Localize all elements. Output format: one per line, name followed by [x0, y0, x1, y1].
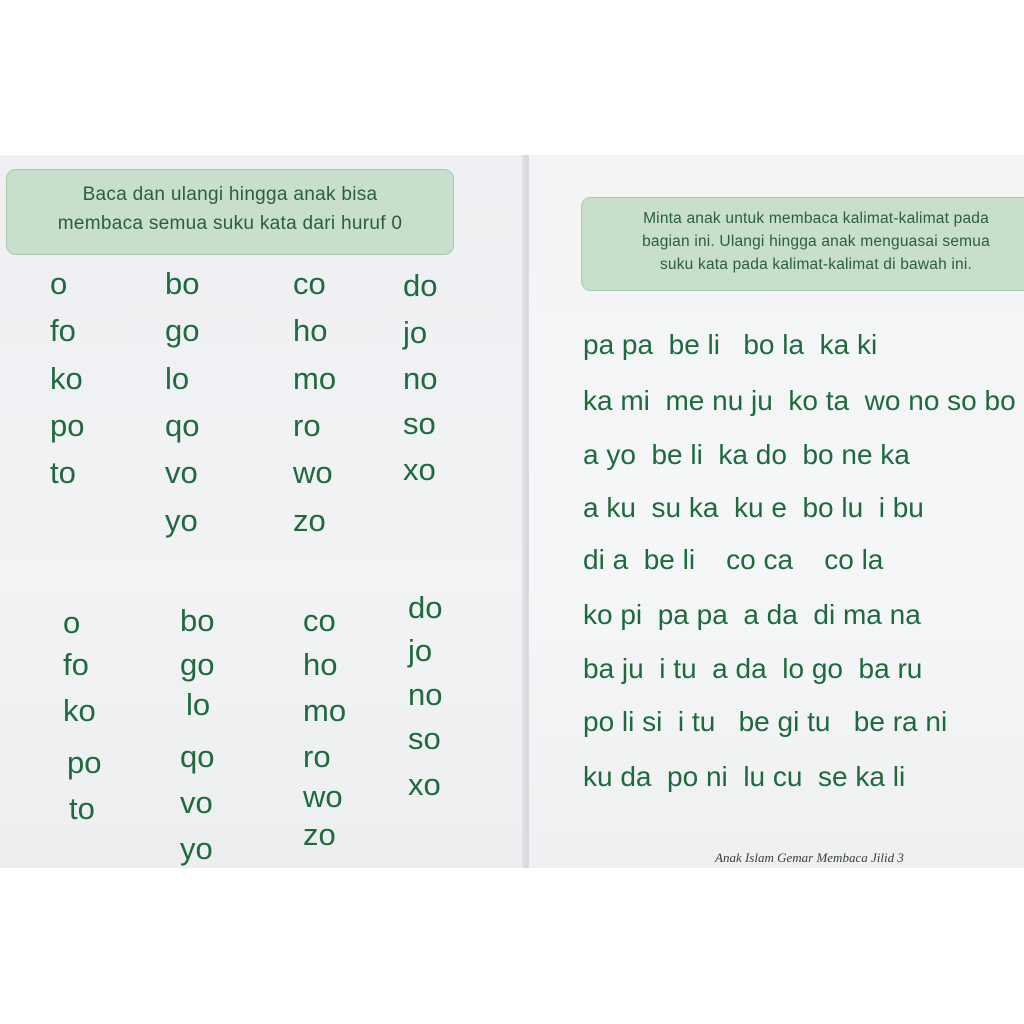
right-instruction-line-2: bagian ini. Ulangi hingga anak menguasai semua — [642, 233, 990, 250]
syllable: so — [403, 406, 436, 441]
syllable: lo — [165, 361, 190, 396]
syllable: ho — [293, 313, 328, 348]
right-instruction-line-1: Minta anak untuk membaca kalimat-kalimat pada — [643, 210, 989, 227]
right-page — [529, 155, 1024, 868]
sentence-line: a ku su ka ku e bo lu i bu — [583, 492, 924, 523]
syllable: fo — [50, 313, 76, 348]
syllable: mo — [293, 361, 337, 396]
right-instruction-box — [581, 197, 1024, 291]
sentence-line: a yo be li ka do bo ne ka — [583, 439, 910, 470]
syllable: mo — [303, 693, 347, 728]
sentence-line: po li si i tu be gi tu be ra ni — [583, 706, 948, 737]
syllable: o — [50, 266, 68, 301]
left-instruction-box — [6, 169, 454, 255]
syllable: jo — [408, 633, 433, 668]
syllable: no — [403, 361, 438, 396]
syllable: so — [408, 721, 441, 756]
syllable: to — [69, 791, 95, 826]
syllable: ko — [50, 361, 83, 396]
left-instruction-line-2: membaca semua suku kata dari huruf 0 — [57, 213, 403, 234]
sentence-line: ka mi me nu ju ko ta wo no so bo — [583, 385, 1016, 416]
syllable: ro — [293, 408, 321, 443]
syllable: do — [408, 590, 443, 625]
syllable: po — [67, 745, 102, 780]
sentence-line: di a be li co ca co la — [583, 544, 884, 575]
sentence-line: ba ju i tu a da lo go ba ru — [583, 653, 923, 684]
syllable: fo — [63, 647, 89, 682]
sentence-line: pa pa be li bo la ka ki — [583, 329, 878, 360]
syllable: xo — [403, 452, 436, 487]
syllable: lo — [186, 687, 211, 722]
syllable: yo — [165, 503, 198, 538]
syllable: bo — [180, 603, 215, 638]
syllable: po — [50, 408, 85, 443]
syllable: co — [293, 266, 326, 301]
syllable: ho — [303, 647, 338, 682]
book-footer: Anak Islam Gemar Membaca Jilid 3 — [715, 850, 904, 865]
syllable: ko — [63, 693, 96, 728]
syllable: zo — [303, 817, 336, 852]
syllable: wo — [293, 455, 333, 490]
syllable: vo — [180, 785, 213, 820]
syllable: xo — [408, 767, 441, 802]
syllable: no — [408, 677, 443, 712]
syllable: yo — [180, 831, 213, 866]
syllable: o — [63, 605, 81, 640]
left-page — [0, 155, 527, 868]
syllable: qo — [180, 739, 215, 774]
syllable: zo — [293, 503, 326, 538]
syllable: to — [50, 455, 76, 490]
syllable: jo — [403, 315, 428, 350]
syllable: qo — [165, 408, 200, 443]
syllable: bo — [165, 266, 200, 301]
sentence-line: ko pi pa pa a da di ma na — [583, 599, 921, 630]
syllable: wo — [303, 779, 343, 814]
sentence-line: ku da po ni lu cu se ka li — [583, 761, 906, 792]
syllable: co — [303, 603, 336, 638]
left-instruction-line-1: Baca dan ulangi hingga anak bisa — [82, 184, 378, 205]
syllable: vo — [165, 455, 198, 490]
right-instruction-line-3: suku kata pada kalimat-kalimat di bawah ini. — [659, 256, 973, 273]
syllable: do — [403, 268, 438, 303]
syllable: go — [180, 647, 215, 682]
syllable: go — [165, 313, 200, 348]
syllable: ro — [303, 739, 331, 774]
